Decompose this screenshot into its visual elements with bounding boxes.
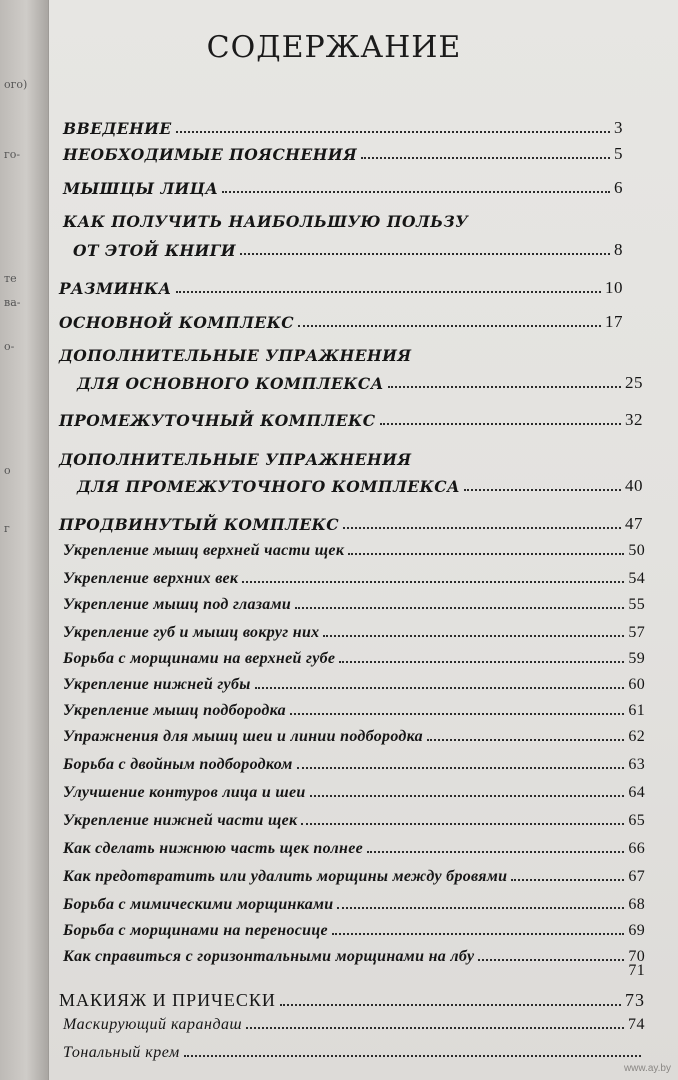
gutter-mark: го- xyxy=(4,148,21,161)
leader-dots xyxy=(240,253,610,255)
toc-entry xyxy=(63,812,645,830)
leader-dots xyxy=(176,291,601,293)
toc-entry-label: ДЛЯ ОСНОВНОГО КОМПЛЕКСА xyxy=(77,374,384,393)
toc-entry-page: 68 xyxy=(628,896,645,913)
leader-dots xyxy=(301,823,624,825)
leader-dots xyxy=(337,907,624,909)
toc-entry xyxy=(59,312,623,332)
toc-entry-label: Упражнения для мышц шеи и линии подбородка xyxy=(63,728,423,745)
toc-entry xyxy=(59,990,645,1011)
toc-entry xyxy=(73,240,623,260)
toc-entry-label: Улучшение контуров лица и шеи xyxy=(63,784,306,801)
leader-dots xyxy=(339,661,624,663)
leader-dots xyxy=(310,795,625,797)
page-title: СОДЕРЖАНИЕ xyxy=(206,30,462,65)
leader-dots xyxy=(343,527,621,529)
toc-entry-page: 71 xyxy=(628,962,645,979)
leader-dots xyxy=(427,739,624,741)
toc-entry xyxy=(63,896,645,914)
leader-dots xyxy=(380,423,621,425)
toc-entry-page: 47 xyxy=(625,514,643,533)
toc-entry xyxy=(63,702,645,720)
toc-entry xyxy=(63,650,645,668)
toc-entry-label: Как справиться с горизонтальными морщинами на лбу xyxy=(63,948,475,965)
toc-entry-label: Маскирующий карандаш xyxy=(63,1016,243,1033)
toc-entry-page: 70 xyxy=(628,948,645,965)
toc-entry xyxy=(77,373,643,393)
leader-dots xyxy=(255,687,625,689)
toc-entry-label: Укрепление мышц под глазами xyxy=(63,596,292,613)
leader-dots xyxy=(478,959,624,961)
toc-entry-page: 59 xyxy=(628,650,645,667)
leader-dots xyxy=(388,386,621,388)
toc-entry-page: 57 xyxy=(628,624,645,641)
toc-entry-page: 66 xyxy=(628,840,645,857)
toc-entry-page: 69 xyxy=(628,922,645,939)
leader-dots xyxy=(295,607,624,609)
toc-entry-label: Укрепление верхних век xyxy=(63,570,239,587)
gutter-mark: о xyxy=(4,464,11,477)
toc-entry-label: ОТ ЭТОЙ КНИГИ xyxy=(73,241,237,260)
toc-entry-page: 67 xyxy=(628,868,645,885)
leader-dots xyxy=(297,767,625,769)
toc-entry-label-line1: КАК ПОЛУЧИТЬ НАИБОЛЬШУЮ ПОЛЬЗУ xyxy=(63,212,469,231)
leader-dots xyxy=(242,581,624,583)
toc-entry-page: 63 xyxy=(628,756,645,773)
leader-dots xyxy=(222,191,610,193)
toc-entry xyxy=(63,756,645,774)
leader-dots xyxy=(323,635,624,637)
toc-entry xyxy=(63,922,645,940)
toc-entry xyxy=(63,962,645,980)
toc-entry-label: Тональный крем xyxy=(63,1044,180,1061)
toc-entry-page: 55 xyxy=(628,596,645,613)
toc-entry-label: ПРОМЕЖУТОЧНЫЙ КОМПЛЕКС xyxy=(59,411,376,430)
toc-entry-label: ДЛЯ ПРОМЕЖУТОЧНОГО КОМПЛЕКСА xyxy=(77,477,461,496)
toc-entry-page: 40 xyxy=(625,476,643,495)
toc-entry xyxy=(63,784,645,802)
leader-dots xyxy=(367,851,624,853)
toc-entry-page: 17 xyxy=(605,312,623,331)
toc-entry-label-line1: ДОПОЛНИТЕЛЬНЫЕ УПРАЖНЕНИЯ xyxy=(59,450,412,469)
toc-entry xyxy=(63,1016,645,1034)
toc-entry-page: 3 xyxy=(614,118,623,137)
toc-entry-page: 10 xyxy=(605,278,623,297)
leader-dots xyxy=(332,933,624,935)
toc-entry xyxy=(77,476,643,496)
toc-entry-label: МЫШЦЫ ЛИЦА xyxy=(63,179,219,198)
toc-entry-label: Борьба с двойным подбородком xyxy=(63,756,293,773)
toc-entry xyxy=(59,278,623,298)
toc-entry xyxy=(63,624,645,642)
watermark: www.ay.by xyxy=(623,1063,671,1074)
gutter-mark: ва- xyxy=(4,296,21,309)
toc-entry-page: 50 xyxy=(628,542,645,559)
toc-entry xyxy=(59,410,643,430)
toc-entry-page: 25 xyxy=(625,373,643,392)
toc-entry-label: ВВЕДЕНИЕ xyxy=(63,119,172,138)
toc-entry-page: 73 xyxy=(625,990,645,1010)
toc-entry xyxy=(63,118,623,138)
book-gutter xyxy=(0,0,48,1080)
toc-entry-page: 74 xyxy=(628,1016,645,1033)
toc-entry-label: Борьба с морщинами на верхней губе xyxy=(63,650,336,667)
toc-entry-label: Укрепление губ и мышц вокруг них xyxy=(63,624,320,641)
leader-dots xyxy=(176,131,610,133)
toc-entry-label: Как предотвратить или удалить морщины между бровями xyxy=(63,868,508,885)
toc-entry xyxy=(63,868,645,886)
leader-dots xyxy=(464,489,621,491)
toc-entry-page: 60 xyxy=(628,676,645,693)
leader-dots xyxy=(361,157,610,159)
toc-entry-page: 64 xyxy=(628,784,645,801)
gutter-mark: г xyxy=(4,522,10,535)
toc-entry-page: 6 xyxy=(614,178,623,197)
toc-entry xyxy=(63,596,645,614)
toc-entry-page: 5 xyxy=(614,144,623,163)
toc-entry-page: 62 xyxy=(628,728,645,745)
toc-entry-label: Укрепление мышц верхней части щек xyxy=(63,542,345,559)
toc-entry-page: 8 xyxy=(614,240,623,259)
toc-entry-label: Борьба с мимическими морщинками xyxy=(63,896,334,913)
toc-entry-label: Укрепление нижней части щек xyxy=(63,812,298,829)
toc-entry-label: МАКИЯЖ И ПРИЧЕСКИ xyxy=(59,990,276,1010)
leader-dots xyxy=(184,1055,641,1057)
leader-dots xyxy=(348,553,624,555)
gutter-mark: о- xyxy=(4,340,15,353)
toc-entry-label: РАЗМИНКА xyxy=(59,279,172,298)
table-of-contents xyxy=(49,0,678,1080)
leader-dots xyxy=(511,879,624,881)
toc-entry xyxy=(63,1044,645,1062)
toc-entry-label: Борьба с морщинами на переносице xyxy=(63,922,328,939)
toc-entry xyxy=(59,514,643,534)
toc-entry-label: Укрепление мышц подбородка xyxy=(63,702,286,719)
toc-entry-label: НЕОБХОДИМЫЕ ПОЯСНЕНИЯ xyxy=(63,145,358,164)
toc-entry xyxy=(63,840,645,858)
toc-entry-label-line1: ДОПОЛНИТЕЛЬНЫЕ УПРАЖНЕНИЯ xyxy=(59,346,412,365)
leader-dots xyxy=(280,1004,621,1006)
toc-entry-label: Как сделать нижнюю часть щек полнее xyxy=(63,840,364,857)
toc-entry-page: 32 xyxy=(625,410,643,429)
toc-entry xyxy=(63,676,645,694)
leader-dots xyxy=(246,1027,624,1029)
toc-entry xyxy=(63,570,645,588)
toc-entry-page: 54 xyxy=(628,570,645,587)
toc-entry xyxy=(63,178,623,198)
toc-entry-label: ОСНОВНОЙ КОМПЛЕКС xyxy=(59,313,295,332)
toc-entry-page: 65 xyxy=(628,812,645,829)
toc-entry xyxy=(63,542,645,560)
toc-entry xyxy=(63,728,645,746)
toc-entry-label: ПРОДВИНУТЫЙ КОМПЛЕКС xyxy=(59,515,340,534)
leader-dots xyxy=(298,325,601,327)
book-page xyxy=(48,0,678,1080)
toc-entry-page: 61 xyxy=(628,702,645,719)
gutter-mark: ого) xyxy=(4,78,28,91)
gutter-mark: те xyxy=(4,272,17,285)
toc-entry xyxy=(63,144,623,164)
leader-dots xyxy=(290,713,624,715)
toc-entry-label: Укрепление нижней губы xyxy=(63,676,251,693)
